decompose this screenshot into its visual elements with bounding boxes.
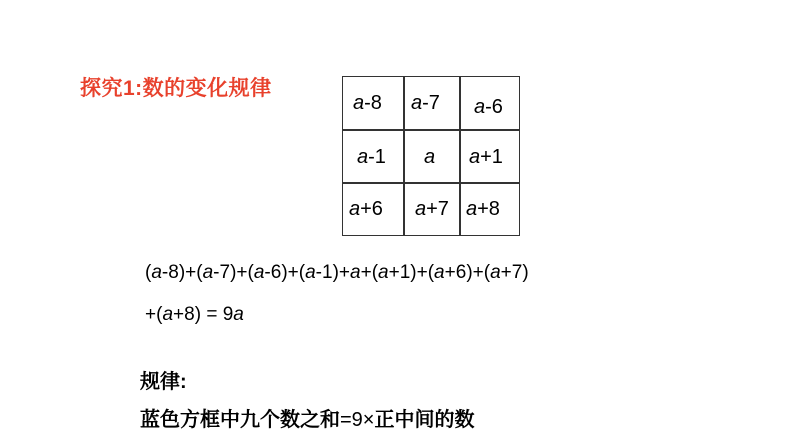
grid-cell: a+7 [415,198,449,220]
rule-text-part: 蓝色方框中九个数之和 [140,409,340,431]
grid-divider [403,77,405,235]
rule-text-part: 正中间的数 [374,409,475,431]
grid-divider [459,77,461,235]
grid-cell: a-6 [474,96,503,118]
section-heading: 探究1:数的变化规律 [80,77,272,100]
equation-line-2: +(a+8) = 9a [145,304,244,325]
grid-cell: a [424,146,436,168]
rule-text [140,403,474,432]
grid-cell: a+6 [349,198,383,220]
grid-divider [343,129,519,131]
rule-title: 规律: [140,371,187,393]
grid-cell: a+8 [466,198,500,220]
rule-text-part: =9× [340,409,375,431]
equation-line-1: (a-8)+(a-7)+(a-6)+(a-1)+a+(a+1)+(a+6)+(a+7) [145,262,529,283]
grid-cell: a-7 [411,92,440,114]
number-grid [342,76,520,236]
grid-cell: a-1 [357,146,386,168]
grid-cell: a+1 [469,146,503,168]
grid-cell: a-8 [353,92,382,114]
grid-divider [343,182,519,184]
